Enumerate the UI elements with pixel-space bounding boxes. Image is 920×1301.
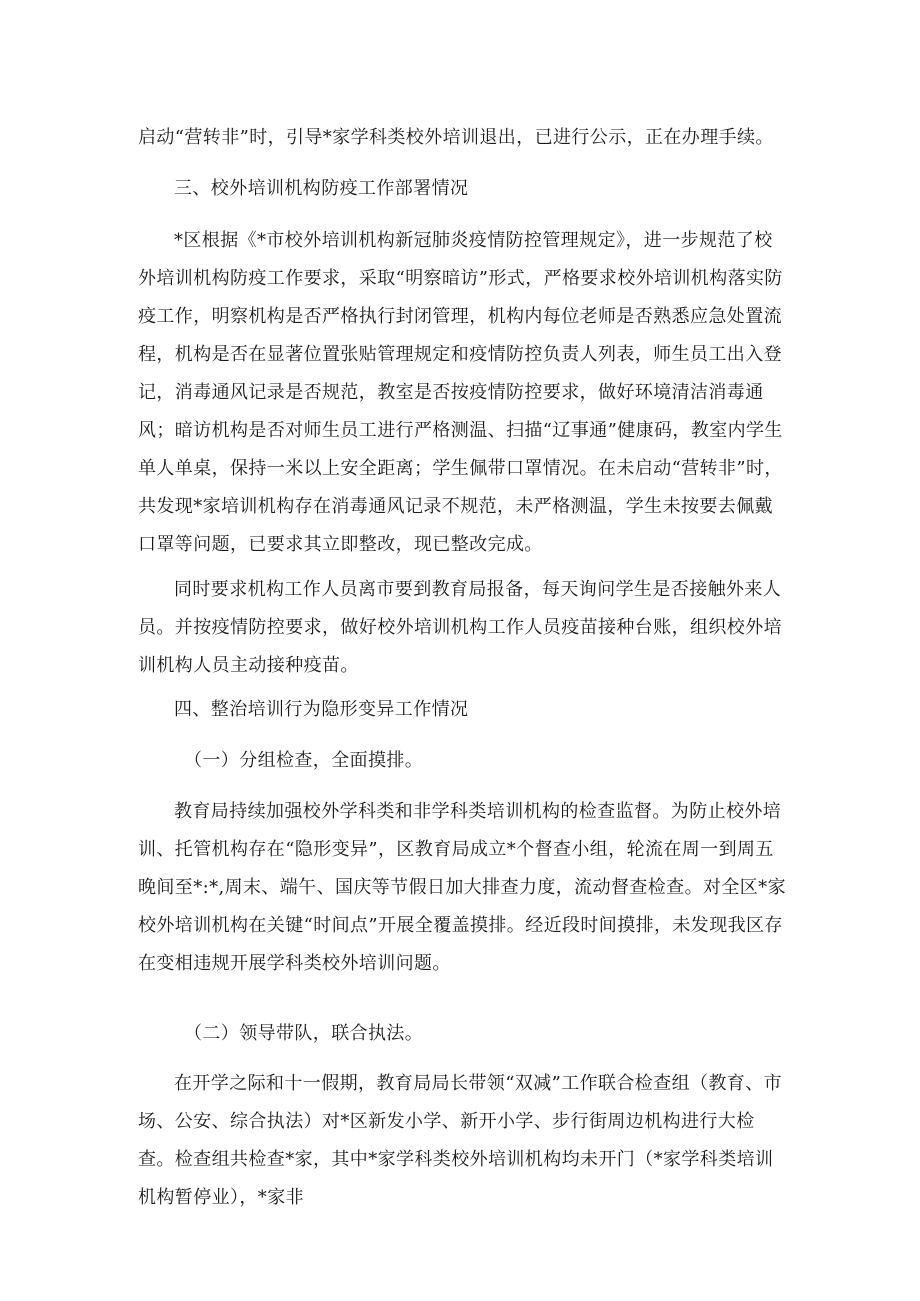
paragraph-group-inspection: 教育局持续加强校外学科类和非学科类培训机构的检查监督。为防止校外培训、托管机构存在“隐形变异”，区教育局成立*个督查小组，轮流在周一到周五晚间至*:*,周末、端午、国庆等节假日加大排查力度，流动督查检查。对全区*家校外培训机构在关键“时间点”开展全覆盖摸排。经近段时间摸排，未发现我区存在变相违规开展学科类校外培训问题。 — [138, 801, 786, 974]
paragraph-joint-enforcement: 在开学之际和十一假期，教育局局长带领“双减”工作联合检查组（教育、市场、公安、综合执法）对*区新发小学、新开小学、步行街周边机构进行大检查。检查组共检查*家，其中*家学科类校外培训机构均未开门（*家学科类培训机构暂停业），*家非 — [138, 1073, 783, 1208]
subsection-heading-1: （一）分组检查，全面摸排。 — [184, 750, 424, 771]
section-heading-3: 三、校外培训机构防疫工作部署情况 — [174, 178, 469, 199]
subsection-heading-2: （二）领导带队，联合执法。 — [184, 1023, 424, 1044]
paragraph-staff-reporting: 同时要求机构工作人员离市要到教育局报备，每天询问学生是否接触外来人员。并按疫情防控要求，做好校外培训机构工作人员疫苗接种台账，组织校外培训机构人员主动接种疫苗。 — [138, 579, 782, 676]
section-heading-4: 四、整治培训行为隐形变异工作情况 — [174, 699, 469, 720]
paragraph-epidemic-prevention: *区根据《*市校外培训机构新冠肺炎疫情防控管理规定》，进一步规范了校外培训机构防疫工作要求，采取“明察暗访”形式，严格要求校外培训机构落实防疫工作，明察机构是否严格执行封闭管理，机构内每位老师是否熟悉应急处置流程，机构是否在显著位置张贴管理规定和疫情防控负责人列表，师生员工出入登记，消毒通风记录是否规范，教室是否按疫情防控要求，做好环境清洁消毒通风；暗访机构是否对师生员工进行严格测温、扫描“辽事通”健康码，教室内学生单人单桌，保持一米以上安全距离；学生佩带口罩情况。在未启动“营转非”时，共发现*家培训机构存在消毒通风记录不规范，未严格测温，学生未按要去佩戴口罩等问题，已要求其立即整改，现已整改完成。 — [138, 230, 783, 555]
paragraph-continuation: 启动“营转非”时，引导*家学科类校外培训退出，已进行公示，正在办理手续。 — [138, 127, 774, 148]
